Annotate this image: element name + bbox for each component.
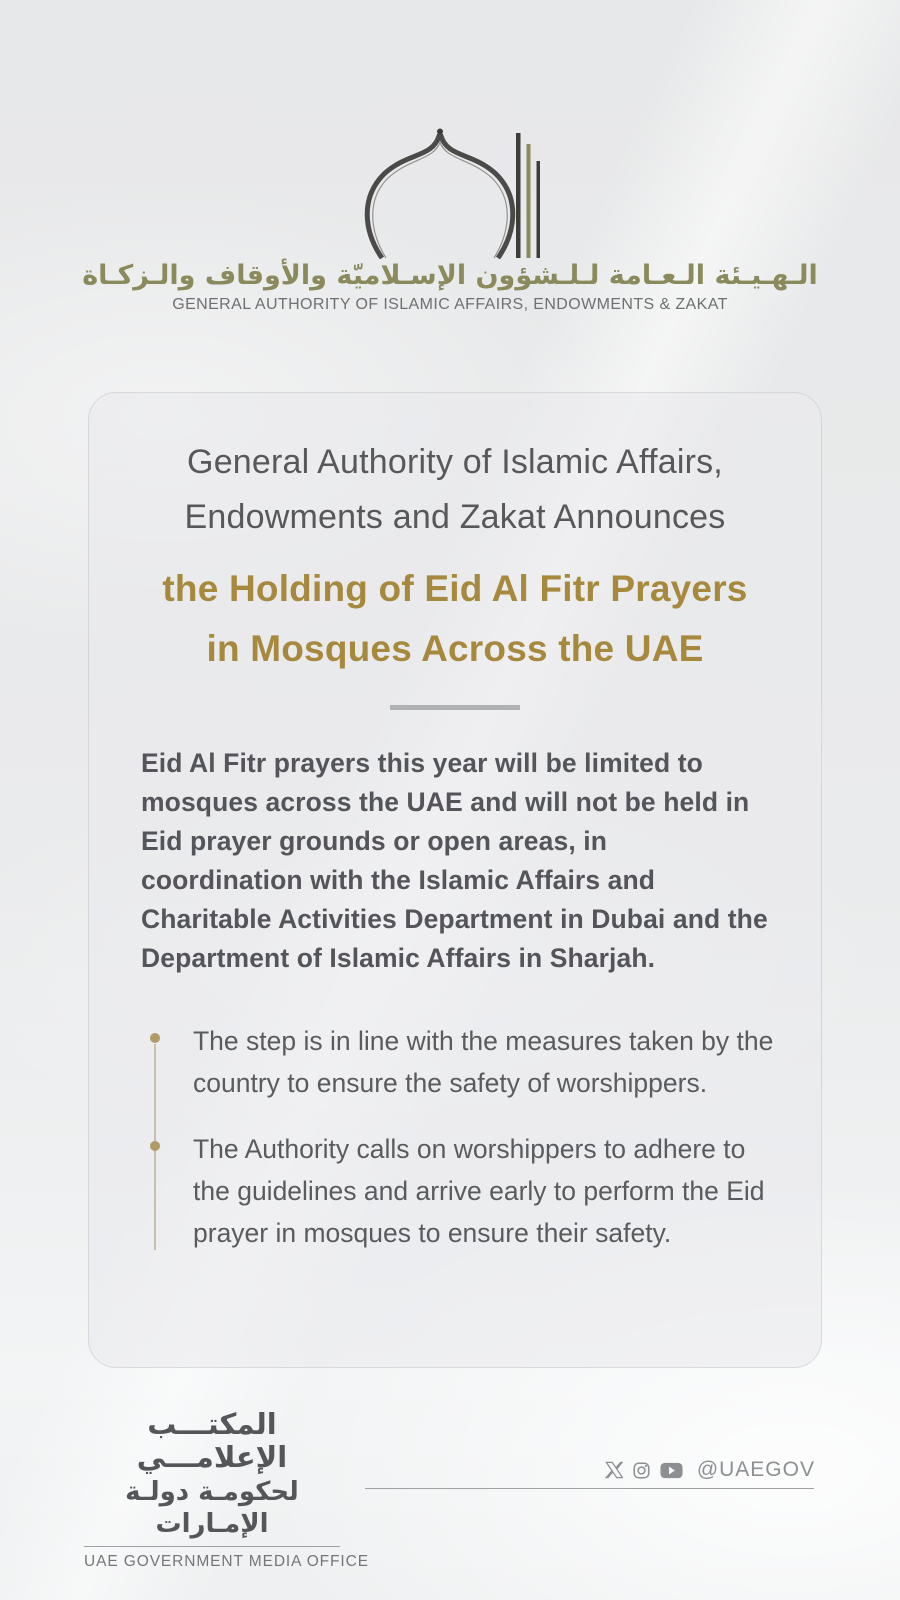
footer-rule (365, 1488, 814, 1489)
media-office-rule (84, 1546, 340, 1547)
authority-logo (0, 128, 900, 315)
authority-name-english: GENERAL AUTHORITY OF ISLAMIC AFFAIRS, ENDOWMENTS & ZAKAT (172, 296, 728, 313)
announcement-highlight (89, 559, 821, 679)
announcement-title-line2: Endowments and Zakat Announces (184, 498, 726, 536)
social-row (605, 1458, 815, 1482)
bullet-dot-icon (150, 1141, 160, 1151)
divider (390, 705, 520, 710)
bullet-item (193, 1128, 789, 1254)
announcement-highlight-line1: the Holding of Eid Al Fitr Prayers (162, 568, 748, 609)
bullet-dot-icon (150, 1033, 160, 1043)
announcement-highlight-line2: in Mosques Across the UAE (206, 628, 704, 669)
bullet-item (193, 1020, 789, 1104)
authority-name-arabic: الـهـيـئة الـعـامة لـلـشؤون الإسـلاميّة والأوقاف والـزكـاة (82, 260, 818, 291)
announcement-body: Eid Al Fitr prayers this year will be limited to mosques across the UAE and will not be held in Eid prayer grounds or open areas, in coordination with the Islamic Affairs and Charitable Activities Department in Dubai and the Department of Islamic Affairs in Sharjah. (141, 748, 768, 973)
mosque-dome-icon (350, 128, 550, 260)
youtube-icon (660, 1462, 683, 1479)
bullet-text: The step is in line with the measures taken by the country to ensure the safety of worshippers. (193, 1026, 774, 1098)
social-handle: @UAEGOV (696, 1458, 815, 1481)
instagram-icon (633, 1462, 650, 1479)
media-office-logo (84, 1407, 369, 1571)
media-office-arabic-line2: لحكومـة دولـة الإمـارات (125, 1477, 299, 1539)
x-icon (605, 1461, 623, 1479)
bullet-text: The Authority calls on worshippers to adhere to the guidelines and arrive early to perform the Eid prayer in mosques to ensure their safety. (193, 1134, 765, 1248)
announcement-title (89, 435, 821, 545)
media-office-arabic-line1: المكتـــب الإعلامـــي (136, 1407, 288, 1474)
announcement-title-line1: General Authority of Islamic Affairs, (187, 443, 723, 481)
bullet-list (193, 1020, 789, 1254)
announcement-card (88, 392, 822, 1368)
media-office-english: UAE GOVERNMENT MEDIA OFFICE (84, 1553, 369, 1570)
